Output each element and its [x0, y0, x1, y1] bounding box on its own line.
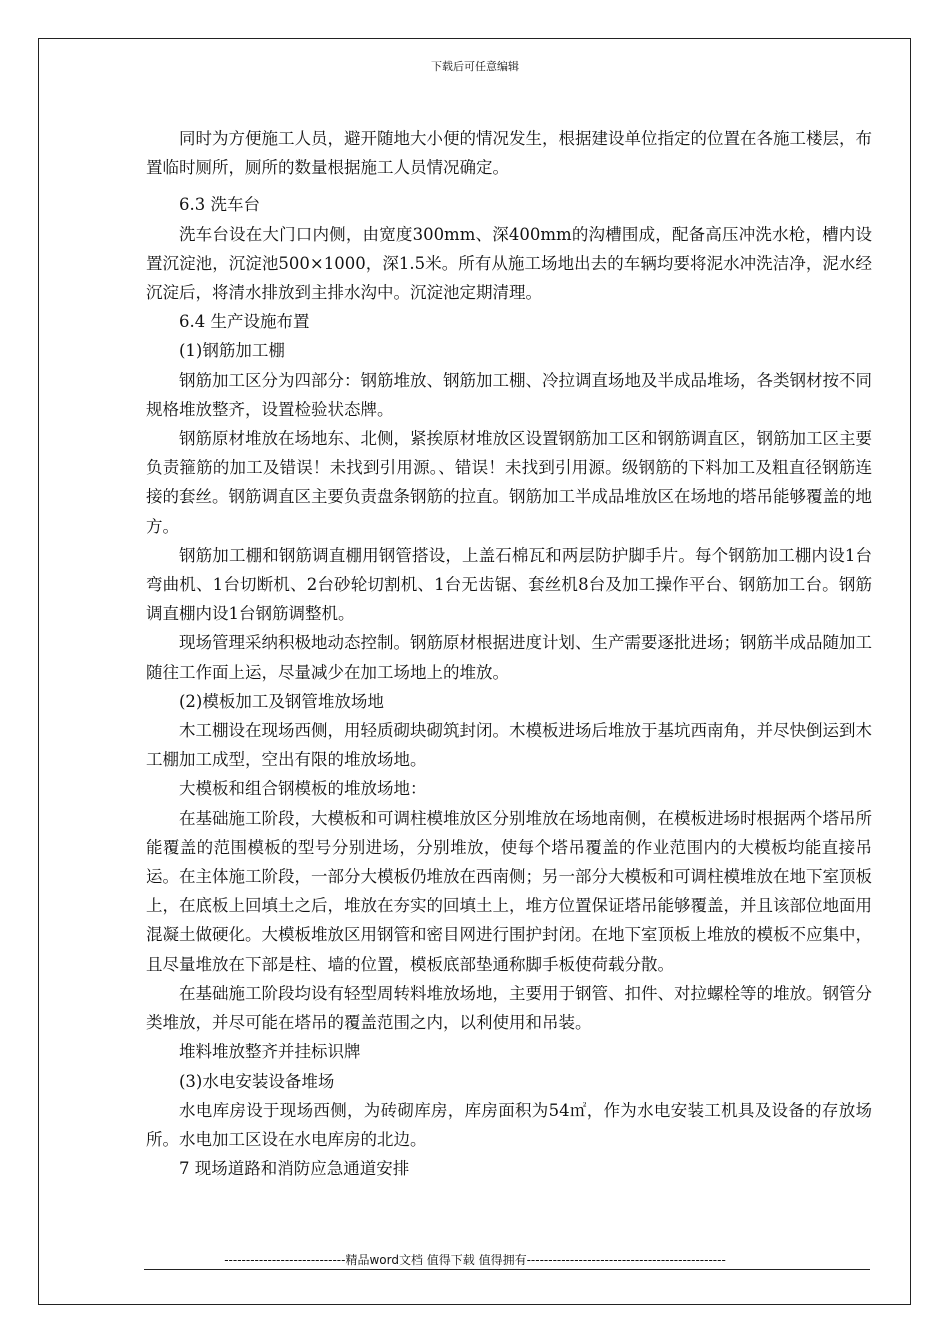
section-heading-6-3: 6.3 洗车台	[179, 195, 260, 215]
paragraph: 同时为方便施工人员，避开随地大小便的情况发生，根据建设单位指定的位置在各施工楼层，布置临时厕所，厕所的数量根据施工人员情况确定。	[146, 129, 872, 178]
paragraph: 现场管理采纳积极地动态控制。钢筋原材根据进度计划、生产需要逐批进场；钢筋半成品随加工随往工作面上运，尽量减少在加工场地上的堆放。	[146, 633, 872, 682]
subheading-mep-yard: (3)水电安装设备堆场	[179, 1071, 335, 1091]
footer-note: ----------------------------精品word文档 值得下载 值得拥有----------------------------------------------	[224, 1253, 726, 1267]
paragraph: 在基础施工阶段均设有轻型周转料堆放场地，主要用于钢管、扣件、对拉螺栓等的堆放。钢管分类堆放，并尽可能在塔吊的覆盖范围之内，以利使用和吊装。	[146, 983, 872, 1033]
paragraph: 大模板和组合钢模板的堆放场地：	[179, 779, 427, 799]
paragraph: 木工棚设在现场西侧，用轻质砌块砌筑封闭。木模板进场后堆放于基坑西南角，并尽快倒运到木工棚加工成型，空出有限的堆放场地。	[146, 721, 872, 770]
paragraph: 堆料堆放整齐并挂标识牌	[179, 1042, 361, 1062]
paragraph: 钢筋原材堆放在场地东、北侧，紧挨原材堆放区设置钢筋加工区和钢筋调直区，钢筋加工区主要负责箍筋的加工及错误！未找到引用源。、错误！未找到引用源。级钢筋的下料加工及粗直径钢筋连接的套丝。钢筋调直区主要负责盘条钢筋的拉直。钢筋加工半成品堆放区在场地的塔吊能够覆盖的地方。	[146, 429, 872, 536]
paragraph: 钢筋加工棚和钢筋调直棚用钢管搭设，上盖石棉瓦和两层防护脚手片。每个钢筋加工棚内设1台弯曲机、1台切断机、2台砂轮切割机、1台无齿锯、套丝机8台及加工操作平台、钢筋加工台。钢筋调直棚内设1台钢筋调整机。	[146, 545, 872, 624]
paragraph: 钢筋加工区分为四部分：钢筋堆放、钢筋加工棚、冷拉调直场地及半成品堆场，各类钢材按不同规格堆放整齐，设置检验状态牌。	[146, 370, 872, 419]
footer-rule	[144, 1269, 870, 1270]
paragraph: 水电库房设于现场西侧，为砖砌库房，库房面积为54㎡，作为水电安装工机具及设备的存放场所。水电加工区设在水电库房的北边。	[146, 1100, 872, 1149]
document-body	[146, 124, 872, 1183]
section-heading-6-4: 6.4 生产设施布置	[179, 312, 310, 332]
section-heading-7: 7 现场道路和消防应急通道安排	[179, 1159, 410, 1179]
subheading-rebar-shed: (1)钢筋加工棚	[179, 341, 285, 361]
paragraph: 在基础施工阶段，大模板和可调柱模堆放区分别堆放在场地南侧，在模板进场时根据两个塔吊所能覆盖的范围模板的型号分别进场，分别堆放，使每个塔吊覆盖的作业范围内的大模板均能直接吊运。在主体施工阶段，一部分大模板仍堆放在西南侧；另一部分大模板和可调柱模堆放在地下室顶板上，在底板上回填土之后，堆放在夯实的回填土上，堆方位置保证塔吊能够覆盖，并且该部位地面用混凝土做硬化。大模板堆放区用钢管和密目网进行围护封闭。在地下室顶板上堆放的模板不应集中，且尽量堆放在下部是柱、墙的位置，模板底部垫通称脚手板使荷载分散。	[146, 808, 872, 974]
header-note: 下载后可任意编辑	[431, 60, 519, 73]
subheading-formwork-yard: (2)模板加工及钢管堆放场地	[179, 691, 384, 711]
paragraph: 洗车台设在大门口内侧，由宽度300mm、深400mm的沟槽围成，配备高压冲洗水枪，槽内设置沉淀池，沉淀池500×1000，深1.5米。所有从施工场地出去的车辆均要将泥水冲洗洁净，泥水经沉淀后，将清水排放到主排水沟中。沉淀池定期清理。	[146, 224, 872, 303]
